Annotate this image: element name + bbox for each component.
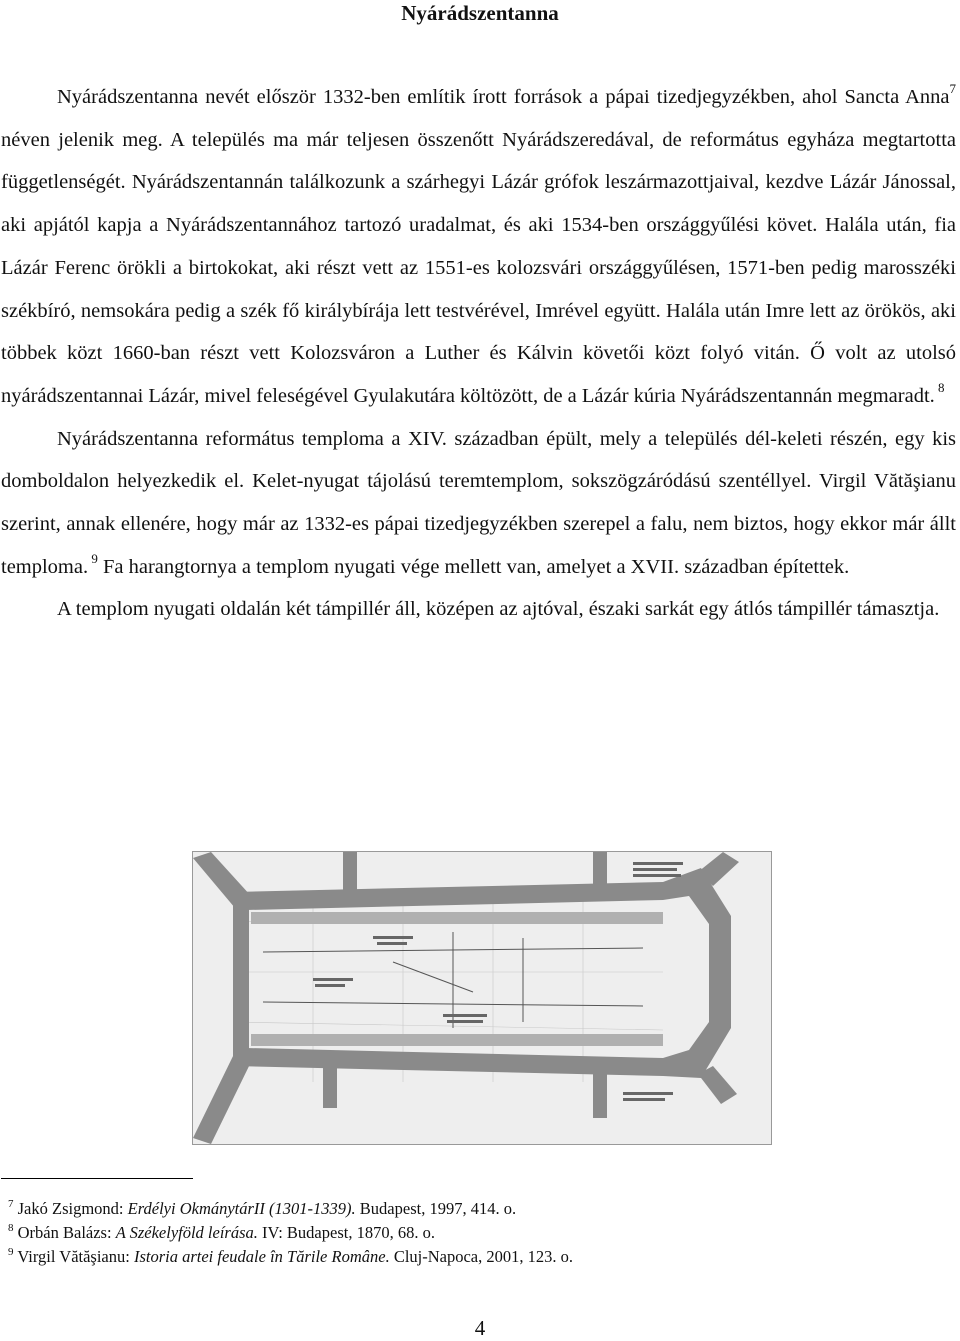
paragraph-1 (1, 76, 956, 418)
footnote-title: A Székelyföld leírása. (115, 1223, 258, 1242)
footnote-separator (1, 1178, 193, 1179)
paragraph-3-text: A templom nyugati oldalán két támpillér áll, középen az ajtóval, északi sarkát egy átlós támpillér támasztja. (57, 598, 940, 621)
footnote-ref-8[interactable]: 8 (934, 379, 945, 395)
paragraph-2 (1, 418, 956, 589)
paragraph-1-text-a: Nyárádszentanna nevét először 1332-ben említik írott források a pápai tizedjegyzékben, ahol Sancta Anna (57, 86, 950, 108)
body-text (1, 76, 956, 631)
paragraph-1-text-b: néven jelenik meg. A település ma már teljesen összenőtt Nyárádszeredával, de református egyháza megtartotta függetlenségét. Nyárádszentannán találkozunk a szárhegyi Lázár grófok leszármazottjaival, kezdve Lázár Jánossal, aki apjától kapja a Nyárádszentannához tartozó uradalmat, és aki 1534-ben országgyűlési követ. Halála után, fia Lázár Ferenc örökli a birtokokat, aki részt vett az 1551-es kolozsvári országgyűlésen, 1571-ben pedig marosszéki székbíró, nemsokára pedig a szék fő királybírája lett testvérével, Imrével együtt. Halála után Imre lett az örökös, aki többek közt 1660-ban részt vett Kolozsváron a Luther és Kálvin követői közt folyó vitán. Ő volt az utolsó nyárádszentannai Lázár, mivel feleségével Gyulakutára költözött, de a Lázár kúria Nyárádszentannán megmaradt. (1, 128, 956, 407)
footnote-number: 7 (8, 1198, 14, 1210)
paragraph-3 (1, 588, 956, 631)
footnote-text: Budapest, 1997, 414. o. (355, 1199, 517, 1218)
footnote-8 (8, 1221, 948, 1245)
footnote-title: Istoria artei feudale în Tările Române. (133, 1247, 390, 1266)
footnote-9 (8, 1245, 948, 1269)
footnotes (8, 1197, 948, 1269)
footnote-text: Jakó Zsigmond: (13, 1199, 128, 1218)
church-floor-plan-figure (192, 851, 772, 1145)
footnote-title: Erdélyi OkmánytárII (1301-1339). (127, 1199, 356, 1218)
church-floor-plan-icon (193, 852, 771, 1144)
footnote-number: 8 (8, 1222, 14, 1234)
paragraph-2-text-a: Nyárádszentanna református temploma a XIV. században épült, mely a település dél-keleti részén, egy kis domboldalon helyezkedik el. Kelet-nyugat tájolású teremtemplom, sokszögzáródású szentéllyel. Virgil Vătăşianu szerint, annak ellenére, hogy már az 1332-es pápai tizedjegyzékben szerepel a falu, nem biztos, hogy ekkor már állt temploma. (1, 427, 956, 578)
footnote-ref-9[interactable]: 9 (88, 550, 98, 566)
footnote-number: 9 (8, 1246, 14, 1258)
paragraph-2-text-b: Fa harangtornya a templom nyugati vége mellett van, amelyet a XVII. században építettek. (97, 555, 850, 578)
page-number: 4 (474, 1316, 486, 1340)
footnote-7 (8, 1197, 948, 1221)
footnote-text: IV: Budapest, 1870, 68. o. (257, 1223, 435, 1242)
footnote-text: Virgil Vătăşianu: (13, 1247, 134, 1266)
footnote-ref-7[interactable]: 7 (949, 81, 956, 96)
page-title: Nyárádszentanna (401, 1, 559, 25)
footnote-text: Cluj-Napoca, 2001, 123. o. (389, 1247, 574, 1266)
footnote-text: Orbán Balázs: (13, 1223, 116, 1242)
